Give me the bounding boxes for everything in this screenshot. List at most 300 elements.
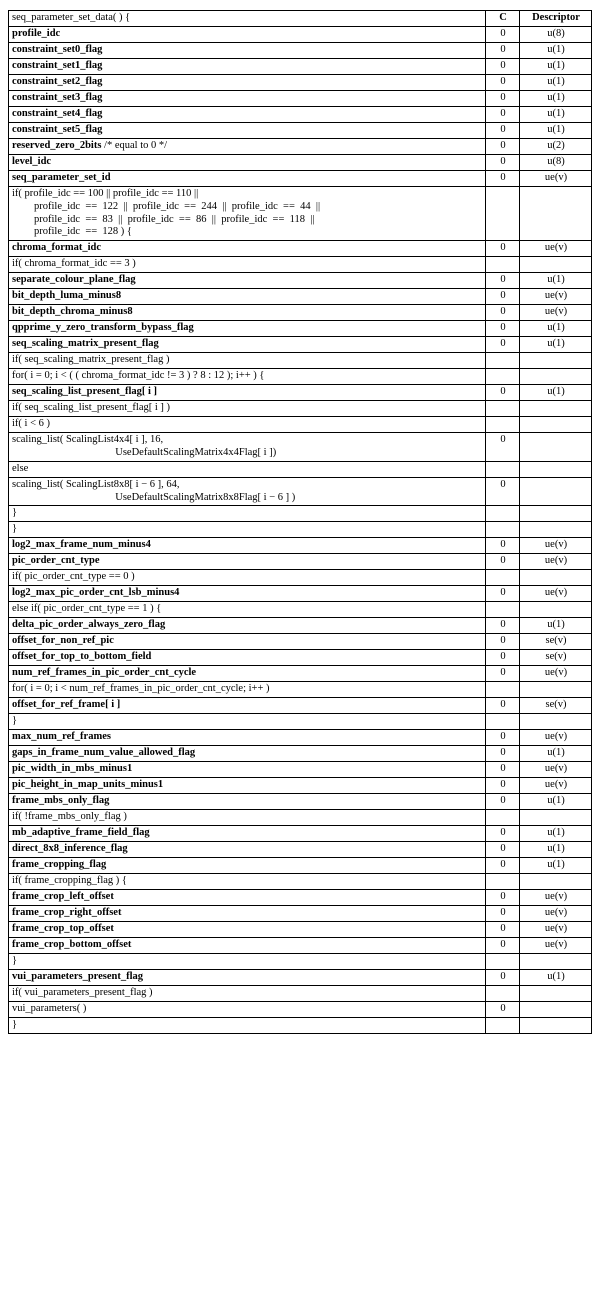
syntax-text: if( i < 6 )	[12, 418, 50, 430]
syntax-cell	[9, 139, 486, 155]
syntax-text: frame_crop_right_offset	[12, 907, 122, 919]
table-row	[9, 27, 592, 43]
table-row	[9, 970, 592, 986]
table-row	[9, 810, 592, 826]
descriptor-cell	[520, 353, 592, 369]
category-cell: 0	[486, 650, 520, 666]
category-cell: 0	[486, 107, 520, 123]
table-row	[9, 666, 592, 682]
descriptor-cell	[520, 433, 592, 462]
syntax-text: pic_height_in_map_units_minus1	[12, 779, 164, 791]
descriptor-cell: u(1)	[520, 794, 592, 810]
syntax-cell	[9, 305, 486, 321]
table-row	[9, 842, 592, 858]
syntax-text: }	[12, 507, 18, 519]
syntax-text: frame_crop_left_offset	[12, 891, 114, 903]
table-row	[9, 554, 592, 570]
seq-parameter-set-data-syntax-table	[8, 10, 592, 1034]
table-row	[9, 634, 592, 650]
descriptor-cell: ue(v)	[520, 586, 592, 602]
category-cell	[486, 602, 520, 618]
descriptor-cell	[520, 810, 592, 826]
syntax-text: }	[12, 523, 18, 535]
syntax-text: vui_parameters_present_flag	[12, 971, 144, 983]
syntax-cell	[9, 858, 486, 874]
category-cell: 0	[486, 826, 520, 842]
syntax-comment: /* equal to 0 */	[101, 140, 168, 151]
category-cell: 0	[486, 433, 520, 462]
syntax-cell	[9, 241, 486, 257]
syntax-text: separate_colour_plane_flag	[12, 274, 136, 286]
syntax-cell	[9, 938, 486, 954]
syntax-text: }	[12, 955, 18, 967]
category-cell: 0	[486, 321, 520, 337]
syntax-cell	[9, 171, 486, 187]
table-row	[9, 538, 592, 554]
syntax-text: mb_adaptive_frame_field_flag	[12, 827, 150, 839]
category-cell	[486, 682, 520, 698]
syntax-text-continuation: profile_idc == 128 ) {	[34, 226, 132, 238]
syntax-text: }	[12, 1019, 18, 1031]
syntax-text: scaling_list( ScalingList8x8[ i − 6 ], 64,	[12, 478, 180, 490]
descriptor-cell: u(1)	[520, 618, 592, 634]
category-cell: 0	[486, 554, 520, 570]
syntax-cell	[9, 906, 486, 922]
syntax-text: constraint_set4_flag	[12, 108, 103, 119]
syntax-text: max_num_ref_frames	[12, 731, 111, 743]
table-row	[9, 289, 592, 305]
descriptor-cell	[520, 1018, 592, 1034]
table-row	[9, 938, 592, 954]
table-row	[9, 954, 592, 970]
descriptor-cell: u(1)	[520, 123, 592, 139]
syntax-cell	[9, 890, 486, 906]
syntax-text: if( seq_scaling_list_present_flag[ i ] )	[12, 402, 171, 414]
syntax-cell	[9, 43, 486, 59]
descriptor-cell	[520, 257, 592, 273]
table-row	[9, 890, 592, 906]
table-row	[9, 698, 592, 714]
descriptor-cell: u(1)	[520, 385, 592, 401]
syntax-cell	[9, 385, 486, 401]
descriptor-cell: ue(v)	[520, 171, 592, 187]
syntax-text: }	[12, 715, 18, 727]
descriptor-cell: u(1)	[520, 75, 592, 91]
syntax-cell	[9, 666, 486, 682]
category-cell: 0	[486, 27, 520, 43]
table-row	[9, 874, 592, 890]
syntax-text: bit_depth_luma_minus8	[12, 290, 122, 302]
syntax-cell	[9, 273, 486, 289]
syntax-cell	[9, 59, 486, 75]
syntax-text: seq_scaling_list_present_flag[ i ]	[12, 386, 158, 398]
category-cell: 0	[486, 634, 520, 650]
category-cell: 0	[486, 778, 520, 794]
descriptor-cell: ue(v)	[520, 778, 592, 794]
table-row	[9, 171, 592, 187]
syntax-cell	[9, 634, 486, 650]
syntax-text: seq_parameter_set_data( ) {	[12, 12, 131, 23]
category-cell	[486, 257, 520, 273]
syntax-text: if( chroma_format_idc == 3 )	[12, 258, 136, 270]
descriptor-cell: se(v)	[520, 634, 592, 650]
table-row	[9, 746, 592, 762]
syntax-text: pic_order_cnt_type	[12, 555, 100, 567]
category-cell	[486, 369, 520, 385]
descriptor-cell: ue(v)	[520, 538, 592, 554]
descriptor-cell	[520, 874, 592, 890]
table-row	[9, 1002, 592, 1018]
descriptor-cell	[520, 401, 592, 417]
category-cell	[486, 417, 520, 433]
category-cell: 0	[486, 477, 520, 506]
category-cell: 0	[486, 273, 520, 289]
syntax-cell	[9, 538, 486, 554]
syntax-text: for( i = 0; i < ( ( chroma_format_idc != 3 ) ? 8 : 12 ); i++ ) {	[12, 370, 265, 382]
syntax-text: log2_max_pic_order_cnt_lsb_minus4	[12, 587, 180, 599]
syntax-cell	[9, 337, 486, 353]
descriptor-cell	[520, 714, 592, 730]
syntax-text: bit_depth_chroma_minus8	[12, 306, 133, 318]
category-cell	[486, 401, 520, 417]
syntax-table-body	[9, 11, 592, 1034]
syntax-text: constraint_set0_flag	[12, 44, 103, 55]
syntax-text: if( frame_cropping_flag ) {	[12, 875, 127, 887]
category-cell	[486, 954, 520, 970]
descriptor-cell	[520, 682, 592, 698]
table-row	[9, 1018, 592, 1034]
syntax-cell	[9, 570, 486, 586]
syntax-text: gaps_in_frame_num_value_allowed_flag	[12, 747, 196, 759]
syntax-cell	[9, 461, 486, 477]
table-row	[9, 273, 592, 289]
descriptor-cell: ue(v)	[520, 730, 592, 746]
category-cell: 0	[486, 75, 520, 91]
table-row	[9, 257, 592, 273]
table-row	[9, 506, 592, 522]
syntax-text: scaling_list( ScalingList4x4[ i ], 16,	[12, 434, 164, 446]
descriptor-cell: u(1)	[520, 107, 592, 123]
syntax-cell	[9, 842, 486, 858]
syntax-cell	[9, 477, 486, 506]
syntax-cell	[9, 506, 486, 522]
table-row	[9, 75, 592, 91]
descriptor-cell	[520, 477, 592, 506]
syntax-text: offset_for_ref_frame[ i ]	[12, 699, 121, 711]
descriptor-cell	[520, 602, 592, 618]
syntax-text: log2_max_frame_num_minus4	[12, 539, 151, 551]
syntax-text: constraint_set2_flag	[12, 76, 103, 87]
descriptor-cell: ue(v)	[520, 554, 592, 570]
syntax-text: direct_8x8_inference_flag	[12, 843, 128, 855]
category-cell: 0	[486, 43, 520, 59]
table-row	[9, 401, 592, 417]
descriptor-cell: ue(v)	[520, 666, 592, 682]
category-cell	[486, 353, 520, 369]
category-cell: 0	[486, 618, 520, 634]
descriptor-cell: u(1)	[520, 842, 592, 858]
table-row	[9, 461, 592, 477]
category-cell: 0	[486, 906, 520, 922]
descriptor-cell: u(1)	[520, 970, 592, 986]
syntax-cell	[9, 417, 486, 433]
category-cell: 0	[486, 59, 520, 75]
syntax-cell	[9, 730, 486, 746]
category-cell: 0	[486, 586, 520, 602]
category-cell: 0	[486, 337, 520, 353]
syntax-cell	[9, 602, 486, 618]
syntax-cell	[9, 27, 486, 43]
descriptor-cell: se(v)	[520, 698, 592, 714]
table-row	[9, 59, 592, 75]
category-cell: 0	[486, 171, 520, 187]
descriptor-cell: ue(v)	[520, 762, 592, 778]
category-cell	[486, 714, 520, 730]
descriptor-cell	[520, 417, 592, 433]
descriptor-cell	[520, 954, 592, 970]
table-row	[9, 91, 592, 107]
category-cell: 0	[486, 890, 520, 906]
syntax-text: profile_idc	[12, 28, 61, 39]
descriptor-cell: se(v)	[520, 650, 592, 666]
syntax-text: if( seq_scaling_matrix_present_flag )	[12, 354, 170, 366]
table-row	[9, 139, 592, 155]
table-row	[9, 986, 592, 1002]
table-row	[9, 730, 592, 746]
descriptor-cell: u(1)	[520, 746, 592, 762]
syntax-text: else	[12, 462, 29, 474]
category-cell: 0	[486, 858, 520, 874]
table-row	[9, 618, 592, 634]
syntax-cell	[9, 353, 486, 369]
syntax-text: reserved_zero_2bits	[12, 140, 102, 151]
column-header-descriptor: Descriptor	[520, 11, 592, 27]
syntax-cell	[9, 321, 486, 337]
descriptor-cell: u(1)	[520, 43, 592, 59]
descriptor-cell: u(1)	[520, 273, 592, 289]
descriptor-cell: ue(v)	[520, 938, 592, 954]
syntax-cell	[9, 257, 486, 273]
table-row	[9, 337, 592, 353]
descriptor-cell: ue(v)	[520, 305, 592, 321]
syntax-cell	[9, 369, 486, 385]
category-cell: 0	[486, 305, 520, 321]
syntax-cell	[9, 91, 486, 107]
table-row	[9, 570, 592, 586]
category-cell	[486, 506, 520, 522]
syntax-text: qpprime_y_zero_transform_bypass_flag	[12, 322, 194, 334]
syntax-text: pic_width_in_mbs_minus1	[12, 763, 133, 775]
syntax-cell	[9, 1002, 486, 1018]
syntax-cell	[9, 810, 486, 826]
syntax-cell	[9, 922, 486, 938]
category-cell: 0	[486, 762, 520, 778]
category-cell	[486, 986, 520, 1002]
table-row	[9, 123, 592, 139]
category-cell	[486, 1018, 520, 1034]
syntax-cell	[9, 433, 486, 462]
syntax-cell	[9, 650, 486, 666]
descriptor-cell: u(8)	[520, 27, 592, 43]
descriptor-cell: u(1)	[520, 91, 592, 107]
category-cell: 0	[486, 970, 520, 986]
syntax-cell	[9, 778, 486, 794]
column-header-c: C	[486, 11, 520, 27]
syntax-text: level_idc	[12, 156, 52, 167]
category-cell: 0	[486, 842, 520, 858]
table-row	[9, 107, 592, 123]
table-row	[9, 714, 592, 730]
syntax-text: frame_crop_top_offset	[12, 923, 114, 935]
table-row	[9, 522, 592, 538]
syntax-cell	[9, 1018, 486, 1034]
category-cell: 0	[486, 241, 520, 257]
syntax-cell	[9, 187, 486, 241]
syntax-text: for( i = 0; i < num_ref_frames_in_pic_order_cnt_cycle; i++ )	[12, 683, 270, 695]
syntax-text: vui_parameters( )	[12, 1003, 87, 1015]
table-row	[9, 241, 592, 257]
syntax-cell	[9, 155, 486, 171]
category-cell: 0	[486, 666, 520, 682]
table-row	[9, 321, 592, 337]
category-cell: 0	[486, 538, 520, 554]
syntax-text: if( profile_idc == 100 || profile_idc == 110 ||	[12, 188, 199, 199]
syntax-text: seq_parameter_set_id	[12, 172, 111, 183]
syntax-text-continuation: profile_idc == 83 || profile_idc == 86 || profile_idc == 118 ||	[34, 213, 315, 225]
syntax-cell	[9, 522, 486, 538]
syntax-text: constraint_set1_flag	[12, 60, 103, 71]
syntax-cell	[9, 698, 486, 714]
syntax-text: seq_scaling_matrix_present_flag	[12, 338, 159, 350]
descriptor-cell	[520, 986, 592, 1002]
syntax-text-continuation: profile_idc == 122 || profile_idc == 244 || profile_idc == 44 ||	[34, 200, 321, 212]
syntax-text-continuation: UseDefaultScalingMatrix8x8Flag[ i − 6 ] )	[89, 491, 296, 503]
category-cell: 0	[486, 91, 520, 107]
table-row	[9, 433, 592, 462]
table-row	[9, 43, 592, 59]
descriptor-cell: u(1)	[520, 59, 592, 75]
syntax-cell	[9, 682, 486, 698]
syntax-cell	[9, 401, 486, 417]
syntax-text: offset_for_top_to_bottom_field	[12, 651, 152, 663]
descriptor-cell: u(2)	[520, 139, 592, 155]
category-cell	[486, 874, 520, 890]
category-cell: 0	[486, 155, 520, 171]
syntax-cell	[9, 75, 486, 91]
syntax-cell	[9, 762, 486, 778]
descriptor-cell	[520, 1002, 592, 1018]
syntax-text: else if( pic_order_cnt_type == 1 ) {	[12, 603, 162, 615]
syntax-cell	[9, 874, 486, 890]
descriptor-cell: u(1)	[520, 337, 592, 353]
table-row	[9, 369, 592, 385]
syntax-cell	[9, 107, 486, 123]
syntax-cell	[9, 289, 486, 305]
syntax-text: chroma_format_idc	[12, 242, 102, 254]
table-row	[9, 586, 592, 602]
syntax-cell	[9, 586, 486, 602]
syntax-text: frame_mbs_only_flag	[12, 795, 110, 807]
syntax-cell	[9, 794, 486, 810]
descriptor-cell	[520, 187, 592, 241]
syntax-cell	[9, 11, 486, 27]
category-cell: 0	[486, 1002, 520, 1018]
table-row	[9, 353, 592, 369]
syntax-cell	[9, 986, 486, 1002]
table-row	[9, 650, 592, 666]
table-row	[9, 922, 592, 938]
table-row	[9, 778, 592, 794]
syntax-cell	[9, 826, 486, 842]
descriptor-cell: ue(v)	[520, 289, 592, 305]
table-row	[9, 385, 592, 401]
syntax-cell	[9, 618, 486, 634]
category-cell	[486, 187, 520, 241]
category-cell	[486, 461, 520, 477]
syntax-cell	[9, 714, 486, 730]
syntax-text: if( vui_parameters_present_flag )	[12, 987, 153, 999]
descriptor-cell: ue(v)	[520, 906, 592, 922]
category-cell	[486, 522, 520, 538]
table-row	[9, 155, 592, 171]
table-row	[9, 826, 592, 842]
category-cell	[486, 810, 520, 826]
table-row	[9, 417, 592, 433]
table-row	[9, 906, 592, 922]
table-row	[9, 11, 592, 27]
table-row	[9, 682, 592, 698]
syntax-cell	[9, 746, 486, 762]
syntax-text: delta_pic_order_always_zero_flag	[12, 619, 166, 631]
syntax-text: num_ref_frames_in_pic_order_cnt_cycle	[12, 667, 197, 679]
descriptor-cell	[520, 522, 592, 538]
table-row	[9, 477, 592, 506]
category-cell: 0	[486, 938, 520, 954]
descriptor-cell	[520, 506, 592, 522]
syntax-text: constraint_set3_flag	[12, 92, 103, 103]
category-cell: 0	[486, 123, 520, 139]
category-cell: 0	[486, 922, 520, 938]
category-cell	[486, 570, 520, 586]
syntax-text: constraint_set5_flag	[12, 124, 103, 135]
syntax-text: frame_crop_bottom_offset	[12, 939, 132, 951]
descriptor-cell: u(1)	[520, 321, 592, 337]
category-cell: 0	[486, 698, 520, 714]
category-cell: 0	[486, 289, 520, 305]
syntax-text-continuation: UseDefaultScalingMatrix4x4Flag[ i ])	[89, 446, 277, 458]
category-cell: 0	[486, 730, 520, 746]
syntax-cell	[9, 970, 486, 986]
syntax-text: if( !frame_mbs_only_flag )	[12, 811, 127, 823]
table-row	[9, 858, 592, 874]
descriptor-cell: u(1)	[520, 858, 592, 874]
syntax-cell	[9, 554, 486, 570]
syntax-text: offset_for_non_ref_pic	[12, 635, 114, 647]
descriptor-cell	[520, 570, 592, 586]
table-row	[9, 187, 592, 241]
syntax-text: frame_cropping_flag	[12, 859, 107, 871]
table-row	[9, 602, 592, 618]
descriptor-cell	[520, 369, 592, 385]
category-cell: 0	[486, 746, 520, 762]
syntax-cell	[9, 954, 486, 970]
descriptor-cell: u(8)	[520, 155, 592, 171]
category-cell: 0	[486, 385, 520, 401]
descriptor-cell: ue(v)	[520, 241, 592, 257]
table-row	[9, 305, 592, 321]
syntax-cell	[9, 123, 486, 139]
syntax-text: if( pic_order_cnt_type == 0 )	[12, 571, 135, 583]
